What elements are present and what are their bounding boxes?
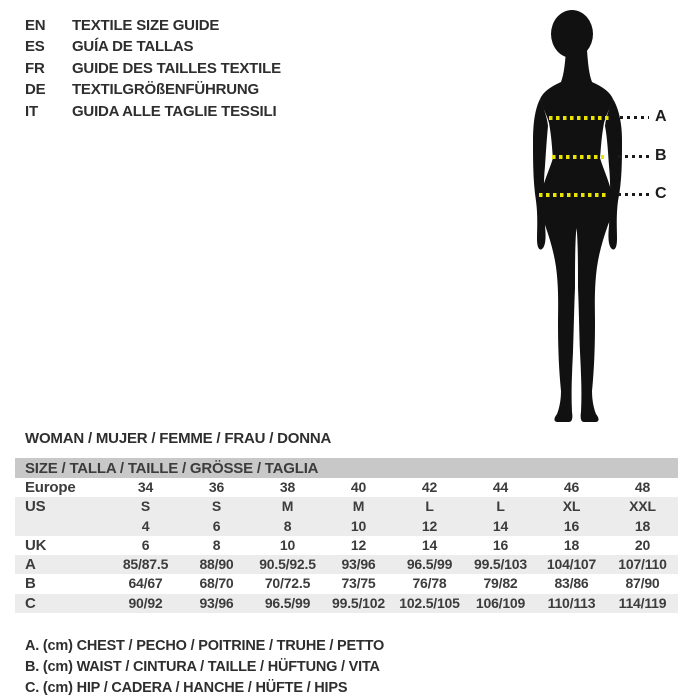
size-cell: 8	[212, 536, 221, 553]
size-cell: 42	[421, 479, 438, 495]
size-cell: 44	[492, 479, 509, 495]
row-label: A	[25, 556, 36, 574]
chest-line-outer	[620, 116, 649, 119]
language-row	[25, 58, 281, 79]
language-row	[25, 101, 281, 122]
size-cell: 99.5/103	[474, 556, 527, 573]
size-table	[15, 458, 678, 613]
language-title: GUIDA ALLE TAGLIE TESSILI	[71, 102, 277, 120]
table-row	[15, 478, 678, 497]
language-title: GUÍA DE TALLAS	[71, 38, 194, 56]
language-title: TEXTILGRÖßENFÜHRUNG	[71, 81, 259, 99]
size-cell: 83/86	[554, 575, 589, 592]
waist-line-outer	[618, 155, 649, 158]
size-cell: 14	[492, 517, 509, 534]
language-row	[25, 15, 281, 36]
silhouette-body	[540, 50, 613, 422]
size-cell: 14	[421, 536, 438, 553]
row-label: Europe	[25, 479, 76, 496]
size-table-header-row	[15, 458, 678, 478]
size-cell: 99.5/102	[332, 594, 385, 611]
marker-label-waist: B	[655, 147, 667, 164]
size-table-body	[15, 478, 678, 613]
size-cell: 38	[279, 479, 296, 495]
language-code: EN	[25, 17, 46, 34]
size-cell: 79/82	[483, 575, 518, 592]
size-cell: 48	[634, 479, 651, 495]
table-row	[15, 517, 678, 536]
waist-line-inner	[552, 155, 604, 159]
size-cell: 104/107	[546, 556, 597, 573]
size-cell: 8	[283, 517, 292, 534]
row-label: C	[25, 594, 36, 612]
size-cell: 96.5/99	[264, 594, 311, 611]
hip-line-outer	[618, 193, 649, 196]
size-cell: 16	[492, 536, 509, 553]
size-cell: 106/109	[475, 594, 526, 611]
chest-line-inner	[549, 116, 609, 120]
size-cell: 18	[563, 536, 580, 553]
measurement-legend	[25, 636, 384, 699]
size-cell: 93/96	[199, 594, 234, 611]
size-cell: 46	[563, 479, 580, 495]
size-cell: 85/87.5	[122, 556, 169, 573]
section-title: WOMAN / MUJER / FEMME / FRAU / DONNA	[25, 430, 332, 447]
language-row	[25, 36, 281, 57]
row-label: UK	[25, 536, 47, 554]
language-title: TEXTILE SIZE GUIDE	[71, 17, 220, 34]
language-code: FR	[25, 59, 45, 77]
legend-line: C. (cm) HIP / CADERA / HANCHE / HÜFTE / HIPS	[25, 680, 348, 696]
language-title: GUIDE DES TAILLES TEXTILE	[71, 59, 281, 77]
row-label: US	[25, 498, 46, 516]
size-cell: XXL	[629, 498, 656, 515]
size-cell: 10	[279, 536, 296, 553]
size-cell: 87/90	[625, 575, 660, 592]
size-cell: 18	[634, 517, 651, 534]
size-cell: 93/96	[341, 556, 376, 573]
marker-label-hip: C	[655, 185, 667, 202]
size-cell: 34	[137, 479, 154, 495]
language-code: DE	[25, 81, 46, 99]
size-cell: 90/92	[128, 594, 163, 611]
size-cell: 102.5/105	[399, 594, 460, 611]
size-cell: 88/90	[199, 556, 234, 573]
size-cell: 76/78	[412, 575, 447, 592]
table-row	[15, 555, 678, 574]
size-cell: M	[352, 498, 365, 515]
legend-line: B. (cm) WAIST / CINTURA / TAILLE / HÜFTUNG / VITA	[25, 659, 380, 675]
language-code: ES	[25, 38, 45, 56]
row-label: B	[25, 575, 36, 593]
size-cell: 40	[350, 479, 367, 495]
legend-line: A. (cm) CHEST / PECHO / POITRINE / TRUHE / PETTO	[25, 638, 385, 654]
table-row	[15, 497, 678, 516]
size-cell: 4	[141, 517, 150, 534]
size-cell: L	[425, 498, 434, 515]
language-list	[25, 15, 281, 122]
size-cell: 20	[634, 536, 651, 553]
size-cell: S	[140, 498, 151, 515]
hip-line-inner	[539, 193, 608, 197]
size-cell: 64/67	[128, 575, 163, 592]
size-cell: 16	[563, 517, 580, 534]
size-cell: L	[496, 498, 505, 515]
language-code: IT	[25, 102, 38, 120]
size-cell: 10	[350, 517, 367, 534]
size-table-header: SIZE / TALLA / TAILLE / GRÖSSE / TAGLIA	[15, 458, 678, 478]
size-cell: M	[281, 498, 294, 515]
size-cell: S	[211, 498, 222, 515]
table-row	[15, 574, 678, 593]
size-cell: 36	[208, 479, 225, 495]
language-row	[25, 79, 281, 100]
silhouette-right-arm	[605, 99, 622, 250]
size-cell: 90.5/92.5	[259, 556, 316, 573]
size-cell: XL	[562, 498, 581, 515]
figure-area	[490, 0, 700, 432]
size-cell: 70/72.5	[264, 575, 311, 592]
size-cell: 110/113	[547, 594, 596, 611]
size-cell: 73/75	[341, 575, 376, 592]
size-cell: 12	[350, 536, 367, 553]
table-row	[15, 536, 678, 555]
size-cell: 12	[421, 517, 438, 534]
row-label	[15, 517, 110, 536]
size-cell: 6	[141, 536, 150, 553]
table-row	[15, 594, 678, 613]
size-cell: 96.5/99	[406, 556, 453, 573]
woman-silhouette-image	[490, 0, 700, 432]
size-cell: 6	[212, 517, 221, 534]
size-cell: 114/119	[618, 594, 667, 611]
size-cell: 68/70	[199, 575, 234, 592]
marker-label-chest: A	[655, 108, 667, 125]
size-cell: 107/110	[618, 556, 667, 573]
